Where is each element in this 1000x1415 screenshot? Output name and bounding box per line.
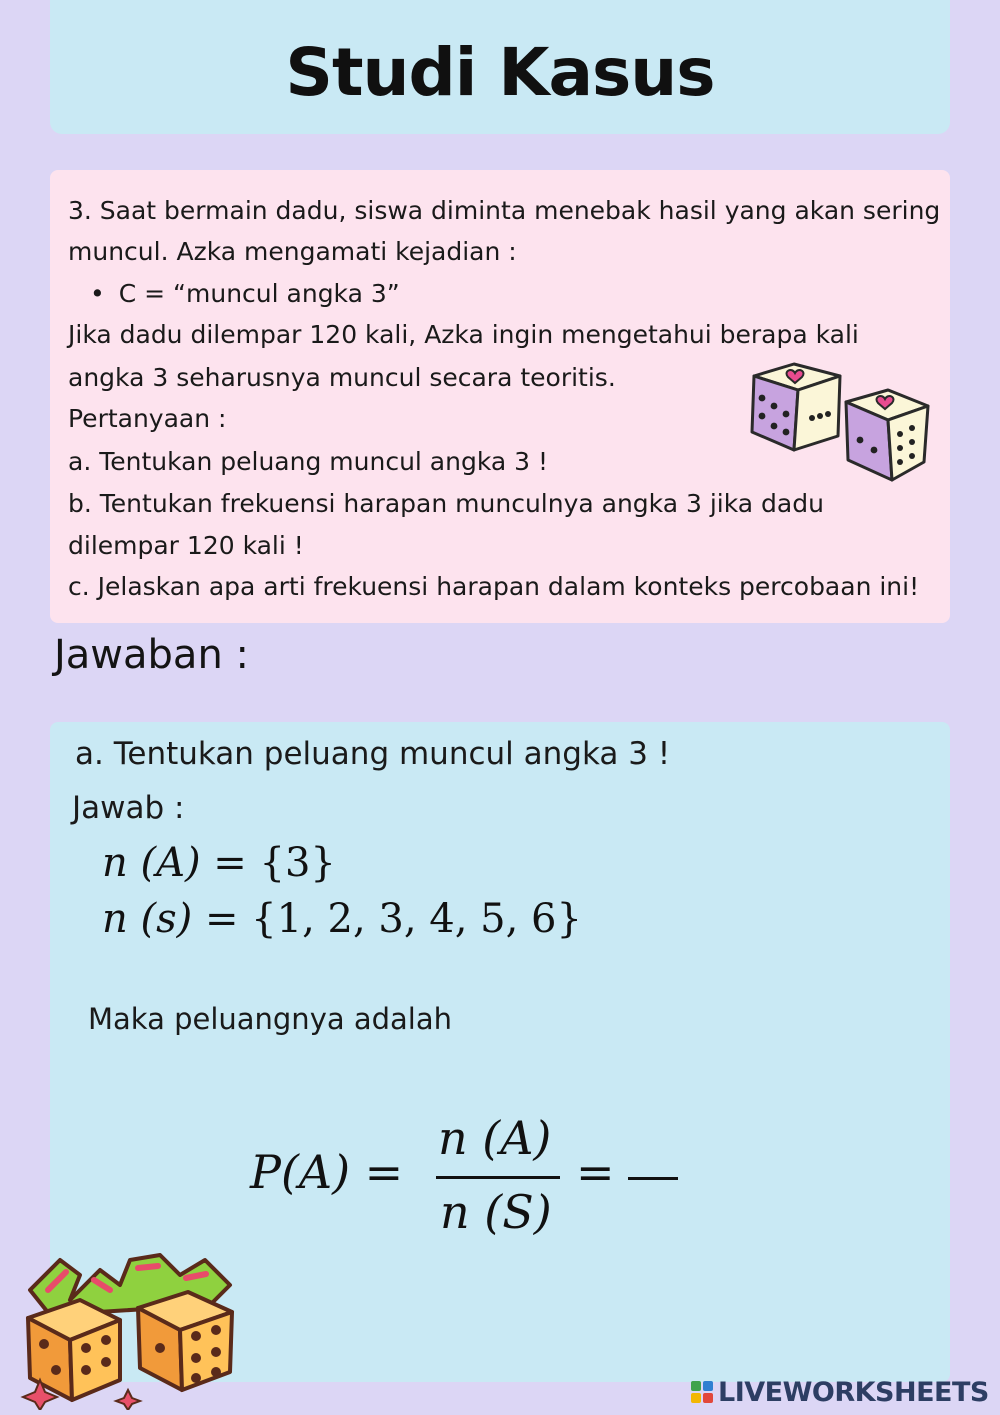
liveworksheets-mark-icon [690,1380,714,1404]
dice-illustration [748,358,948,488]
event-c-label: C = “muncul angka 3” [118,279,400,308]
maka-label: Maka peluangnya adalah [88,1002,453,1036]
dice-right-icon [846,390,928,480]
probability-formula [250,1105,690,1245]
set-nA [102,840,336,886]
question-line: Jika dadu dilempar 120 kali, Azka ingin mengetahui berapa kali [68,320,859,349]
question-card [50,170,950,623]
formula-numerator: n (A) [438,1111,552,1165]
question-line: c. Jelaskan apa arti frekuensi harapan dalam konteks percobaan ini! [68,572,920,601]
answer-heading: Jawaban : [54,632,249,678]
question-line: b. Tentukan frekuensi harapan munculnya angka 3 jika dadu [68,489,824,518]
set-ns-lhs: n (s) [102,896,193,942]
part-a-title: a. Tentukan peluang muncul angka 3 ! [75,736,671,772]
question-line: dilempar 120 kali ! [68,531,304,560]
bullet-dot: • [90,279,105,308]
lucky-dice-right-icon [138,1292,232,1390]
lucky-dice-illustration [10,1230,250,1410]
formula-equals: = [576,1145,615,1199]
fraction-bar [436,1176,560,1179]
set-ns [102,896,582,942]
question-line: muncul. Azka mengamati kejadian : [68,237,517,266]
set-nA-rhs: = {3} [213,840,336,886]
set-nA-lhs: n (A) [102,840,201,886]
answer-blank[interactable] [628,1177,678,1180]
liveworksheets-logo[interactable] [690,1376,989,1408]
question-line: Pertanyaan : [68,404,227,433]
set-ns-rhs: = {1, 2, 3, 4, 5, 6} [204,896,582,942]
question-line: a. Tentukan peluang muncul angka 3 ! [68,447,549,476]
question-line: angka 3 seharusnya muncul secara teoritis. [68,363,616,392]
dice-left-icon [752,364,840,450]
question-line: 3. Saat bermain dadu, siswa diminta menebak hasil yang akan sering [68,196,941,225]
page-title: Studi Kasus [285,34,715,111]
bullet-item [90,279,400,309]
formula-denominator: n (S) [440,1185,552,1239]
liveworksheets-brand: LIVEWORKSHEETS [718,1376,989,1408]
title-card [50,0,950,134]
formula-lhs: P(A) = [250,1145,404,1199]
jawab-label: Jawab : [72,790,185,826]
